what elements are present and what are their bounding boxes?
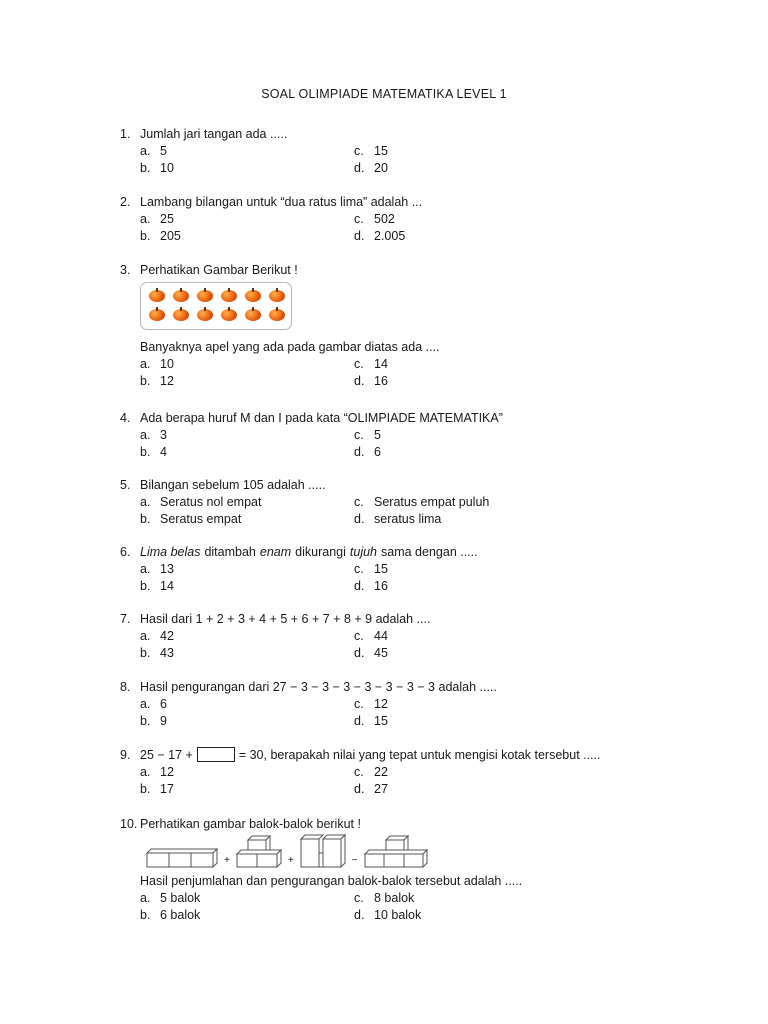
- question-10: [120, 815, 680, 923]
- apple-icon: [195, 307, 215, 322]
- question-text: Jumlah jari tangan ada .....: [140, 126, 288, 141]
- apple-icon: [267, 307, 287, 322]
- option-a: a. 12: [140, 764, 174, 779]
- option-b: b. 43: [140, 645, 174, 660]
- apple-grid: [147, 288, 289, 322]
- option-b: b. 10: [140, 160, 174, 175]
- question-subtext: Banyaknya apel yang ada pada gambar diatas ada ....: [140, 339, 440, 354]
- option-a: a. 3: [140, 427, 167, 442]
- apple-icon: [243, 288, 263, 303]
- option-a: a. Seratus nol empat: [140, 494, 262, 509]
- question-6: [120, 543, 680, 594]
- option-c: c. 8 balok: [354, 890, 415, 905]
- blocks-group-2: [236, 834, 282, 868]
- option-b: b. 17: [140, 781, 174, 796]
- option-c: c. 15: [354, 143, 388, 158]
- apple-icon: [195, 288, 215, 303]
- minus-sign: −: [351, 855, 358, 866]
- question-1: [120, 125, 680, 176]
- question-text-part: dikurangi: [295, 544, 346, 559]
- apple-icon: [147, 307, 167, 322]
- option-b: b. 9: [140, 713, 167, 728]
- question-subtext: Hasil penjumlahan dan pengurangan balok-balok tersebut adalah .....: [140, 873, 523, 888]
- question-text: Lambang bilangan untuk “dua ratus lima” adalah ...: [140, 194, 423, 209]
- apple-icon: [243, 307, 263, 322]
- blocks-group-1: [146, 846, 218, 868]
- question-text: Hasil pengurangan dari 27 − 3 − 3 − 3 − 3 − 3 − 3 − 3 adalah .....: [140, 679, 497, 694]
- option-c: c. 22: [354, 764, 388, 779]
- apple-icon: [171, 288, 191, 303]
- blocks-group-4: [364, 834, 428, 868]
- question-text: Perhatikan Gambar Berikut !: [140, 262, 298, 277]
- apple-icon: [147, 288, 167, 303]
- option-c: c. 12: [354, 696, 388, 711]
- option-b: b. 14: [140, 578, 174, 593]
- question-text: Bilangan sebelum 105 adalah .....: [140, 477, 326, 492]
- option-d: d. 15: [354, 713, 388, 728]
- option-c: c. 14: [354, 356, 388, 371]
- question-text-part: sama dengan .....: [381, 544, 478, 559]
- question-9: [120, 746, 680, 797]
- option-d: d. 2.005: [354, 228, 406, 243]
- option-d: d. 16: [354, 578, 388, 593]
- question-number: 6.: [120, 544, 131, 559]
- option-a: a. 25: [140, 211, 174, 226]
- apple-icon: [219, 288, 239, 303]
- option-a: a. 6: [140, 696, 167, 711]
- option-a: a. 5 balok: [140, 890, 201, 905]
- option-c: c. 44: [354, 628, 388, 643]
- apple-picture: [140, 282, 292, 330]
- question-8: [120, 678, 680, 729]
- question-4: [120, 409, 680, 460]
- option-b: b. 6 balok: [140, 907, 201, 922]
- option-c: c. Seratus empat puluh: [354, 494, 490, 509]
- blocks-group-3: [300, 834, 346, 868]
- option-a: a. 10: [140, 356, 174, 371]
- option-a: a. 42: [140, 628, 174, 643]
- question-text: Hasil dari 1 + 2 + 3 + 4 + 5 + 6 + 7 + 8 + 9 adalah ....: [140, 611, 431, 626]
- option-c: c. 5: [354, 427, 381, 442]
- blocks-picture: [146, 834, 680, 868]
- question-number: 9.: [120, 747, 131, 762]
- question-text-part: = 30, berapakah nilai yang tepat untuk mengisi kotak tersebut .....: [238, 747, 601, 762]
- question-number: 10.: [120, 816, 138, 831]
- question-7: [120, 610, 680, 661]
- page-title: SOAL OLIMPIADE MATEMATIKA LEVEL 1: [261, 87, 507, 101]
- question-number: 5.: [120, 477, 131, 492]
- option-b: b. 4: [140, 444, 167, 459]
- option-a: a. 5: [140, 143, 167, 158]
- option-d: d. 27: [354, 781, 388, 796]
- question-number: 1.: [120, 126, 131, 141]
- option-c: c. 502: [354, 211, 395, 226]
- option-d: d. seratus lima: [354, 511, 442, 526]
- question-3: [120, 261, 680, 389]
- question-number: 8.: [120, 679, 131, 694]
- option-d: d. 45: [354, 645, 388, 660]
- question-text: Perhatikan gambar balok-balok berikut !: [140, 816, 361, 831]
- answer-blank-box: [197, 747, 235, 762]
- option-d: d. 6: [354, 444, 381, 459]
- option-c: c. 15: [354, 561, 388, 576]
- option-a: a. 13: [140, 561, 174, 576]
- question-number: 4.: [120, 410, 131, 425]
- question-5: [120, 476, 680, 527]
- option-b: b. 205: [140, 228, 181, 243]
- option-d: d. 16: [354, 373, 388, 388]
- question-2: [120, 193, 680, 244]
- question-number: 7.: [120, 611, 131, 626]
- apple-icon: [171, 307, 191, 322]
- option-d: d. 10 balok: [354, 907, 422, 922]
- question-number: 3.: [120, 262, 131, 277]
- option-b: b. Seratus empat: [140, 511, 242, 526]
- plus-sign: +: [224, 855, 230, 866]
- apple-icon: [219, 307, 239, 322]
- apple-icon: [267, 288, 287, 303]
- question-text-part: Lima belas: [140, 544, 201, 559]
- question-text-part: ditambah: [204, 544, 256, 559]
- question-text-part: tujuh: [349, 544, 378, 559]
- plus-sign: +: [287, 855, 294, 866]
- option-b: b. 12: [140, 373, 174, 388]
- option-d: d. 20: [354, 160, 388, 175]
- question-number: 2.: [120, 194, 131, 209]
- question-text-part: 25 − 17 +: [140, 747, 193, 762]
- question-text-part: enam: [259, 544, 292, 559]
- question-text: Ada berapa huruf M dan I pada kata “OLIMPIADE MATEMATIKA”: [140, 410, 503, 425]
